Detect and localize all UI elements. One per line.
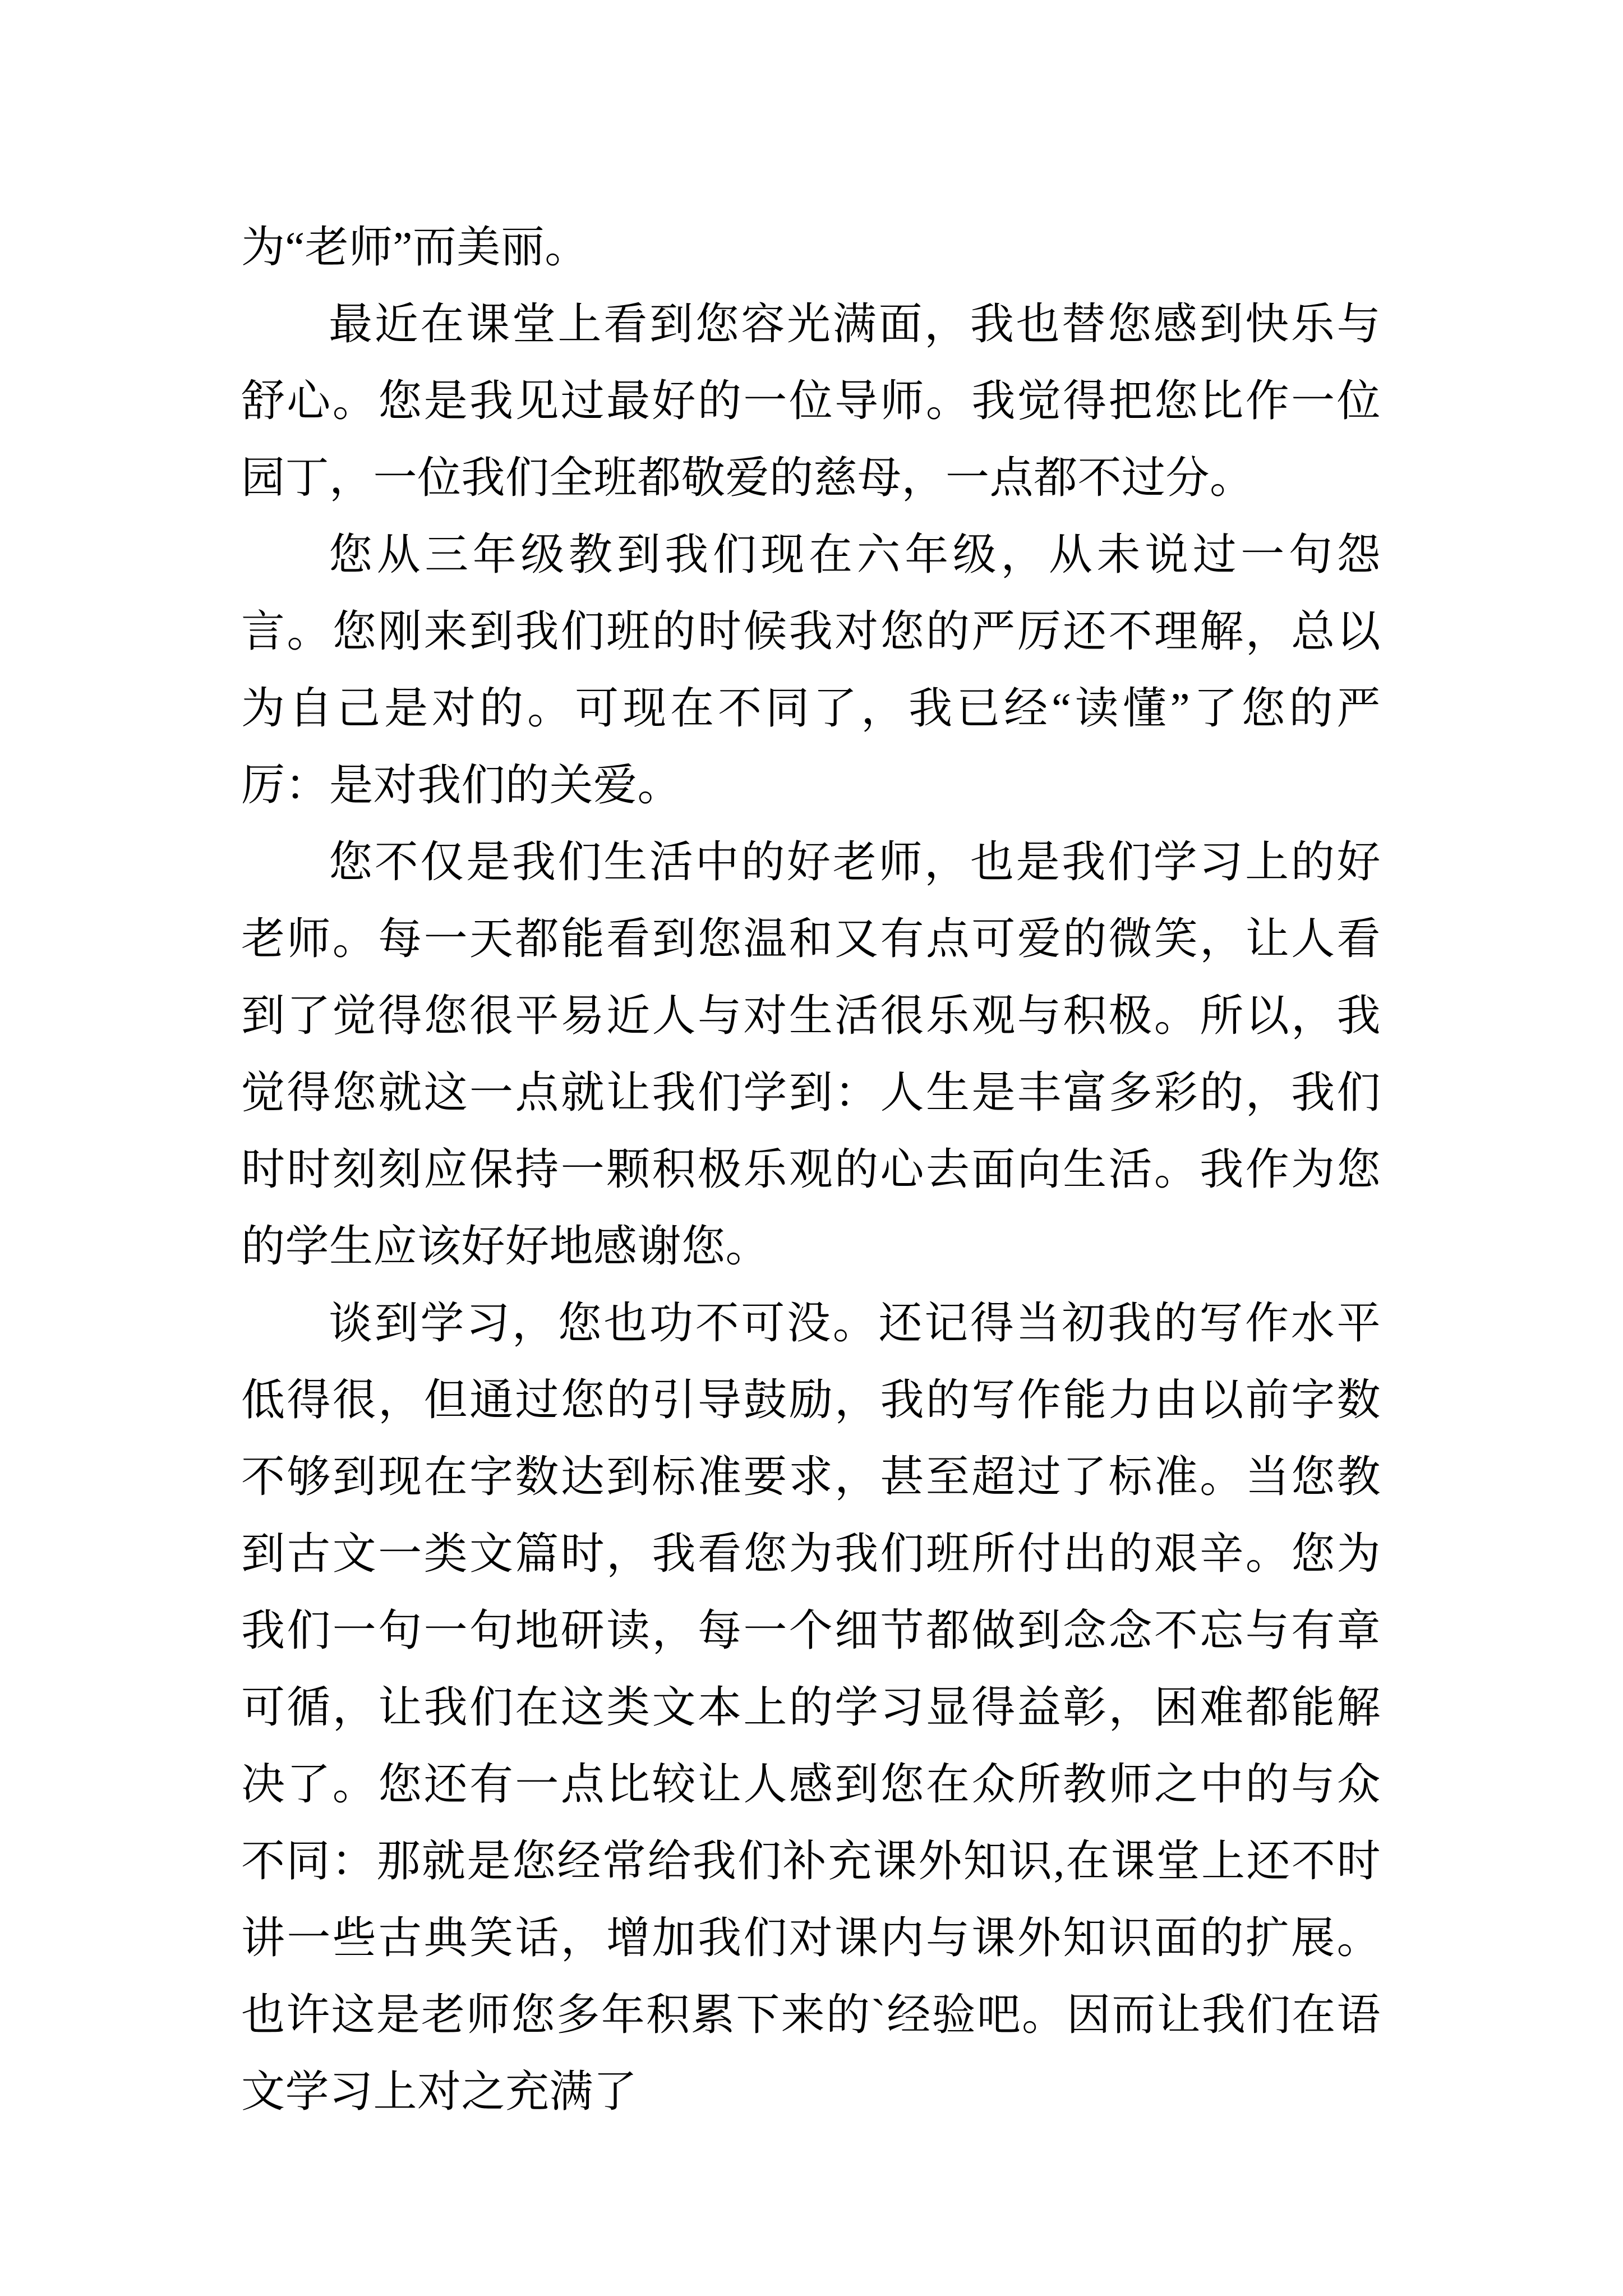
- paragraph-continuation: 为“老师”而美丽。: [241, 223, 589, 272]
- paragraph-about-study: 谈到学习，您也功不可没。还记得当初我的写作水平低得很，但通过您的引导鼓励，我的写作能力由以前字数不够到现在字数达到标准要求，甚至超过了标准。当您教到古文一类文篇时，我看您为我们班所付出的艰辛。您为我们一句一句地研读，每一个细节都做到念念不忘与有章可循，让我们在这类文本上的学习显得益彰，困难都能解决了。您还有一点比较让人感到您在众所教师之中的与众不同：那就是您经常给我们补充课外知识,在课堂上还不时讲一些古典笑话，增加我们对课内与课外知识面的扩展。也许这是老师您多年积累下来的`经验吧。因而让我们在语文学习上对之充满了: [241, 1299, 1381, 2116]
- paragraph-grade-three-to-six: 您从三年级教到我们现在六年级，从未说过一句怨言。您刚来到我们班的时候我对您的严厉还不理解，总以为自己是对的。可现在不同了，我已经“读懂”了您的严厉：是对我们的关爱。: [241, 530, 1381, 809]
- paragraph-recent-in-class: 最近在课堂上看到您容光满面，我也替您感到快乐与舒心。您是我见过最好的一位导师。我觉得把您比作一位园丁，一位我们全班都敬爱的慈母，一点都不过分。: [241, 300, 1381, 502]
- paragraph-good-teacher-in-life: 您不仅是我们生活中的好老师，也是我们学习上的好老师。每一天都能看到您温和又有点可爱的微笑，让人看到了觉得您很平易近人与对生活很乐观与积极。所以，我觉得您就这一点就让我们学到：人生是丰富多彩的，我们时时刻刻应保持一颗积极乐观的心去面向生活。我作为您的学生应该好好地感谢您。: [241, 838, 1381, 1271]
- document-content: [241, 209, 1381, 2130]
